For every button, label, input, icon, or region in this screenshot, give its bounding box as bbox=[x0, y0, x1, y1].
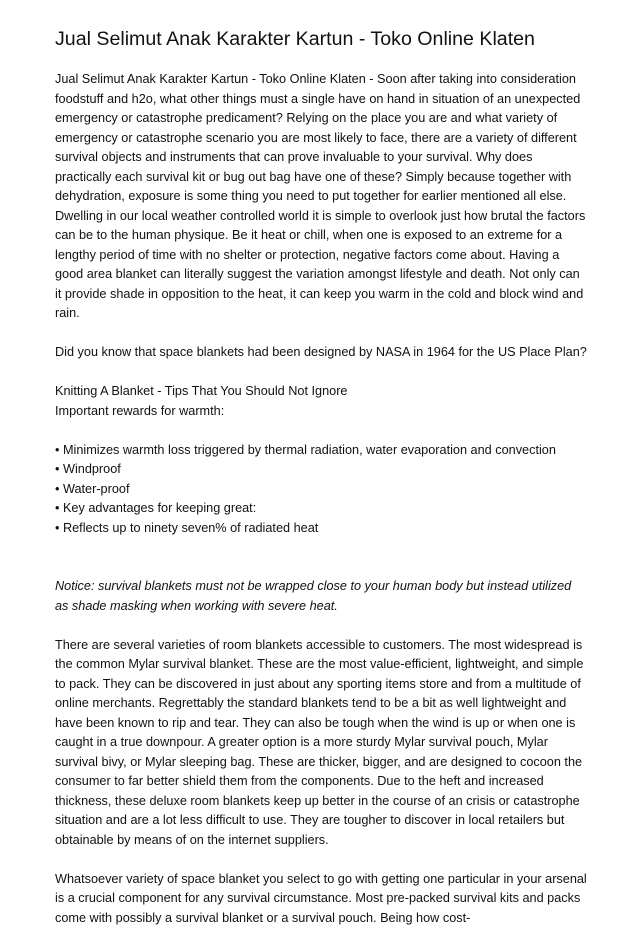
page-title: Jual Selimut Anak Karakter Kartun - Toko Online Klaten bbox=[55, 26, 588, 52]
blanket-varieties-paragraph: There are several varieties of room blankets accessible to customers. The most widespread is the common Mylar survival blanket. These are the most value-efficient, lightweight, and simple to pack. They can be discovered in just about any sporting items store and from a multitude of online merchants. Regrettably the standard blankets tend to be a bit as well lightweight and have been known to rip and tear. They can also be tough when the wind is up or when one is caught in a true downpour. A greater option is a more sturdy Mylar survival pouch, Mylar survival bivy, or Mylar sleeping bag. These are thicker, bigger, and are designed to cocoon the consumer to far better shield them from the components. Due to the heft and increased thickness, these deluxe room blankets keep up better in the course of an crisis or catastrophe situation and are a lot less difficult to use. They are tougher to discover in local retailers but obtainable by means of on the internet suppliers. bbox=[55, 636, 588, 851]
rewards-intro: Important rewards for warmth: bbox=[55, 402, 588, 422]
rewards-list bbox=[55, 441, 588, 539]
list-item: • Windproof bbox=[55, 460, 588, 480]
closing-paragraph: Whatsoever variety of space blanket you select to go with getting one particular in your arsenal is a crucial component for any survival circumstance. Most pre-packed survival kits and packs come with possibly a survival blanket or a survival pouch. Being how cost- bbox=[55, 870, 588, 928]
list-item: • Key advantages for keeping great: bbox=[55, 499, 588, 519]
intro-paragraph: Jual Selimut Anak Karakter Kartun - Toko Online Klaten - Soon after taking into consideration foodstuff and h2o, what other things must a single have on hand in situation of an unexpected emergency or catastrophe predicament? Relying on the place you are and what variety of emergency or catastrophe scenario you are most likely to face, there are a variety of different survival objects and instruments that can prove invaluable to your survival. Why does practically each survival kit or bug out bag have one of these? Simply because together with dehydration, exposure is some thing you need to put together for earlier mentioned all else. Dwelling in our local weather controlled world it is simple to overlook just how brutal the factors can be to the human physique. Be it heat or chill, when one is exposed to an extreme for a lengthy period of time with no shelter or protection, negative factors come about. Having a good area blanket can literally suggest the variation amongst lifestyle and death. Not only can it provide shade in opposition to the heat, it can keep you warm in the cold and block wind and rain. bbox=[55, 70, 588, 324]
section-subheading: Knitting A Blanket - Tips That You Should Not Ignore bbox=[55, 382, 588, 402]
nasa-paragraph: Did you know that space blankets had been designed by NASA in 1964 for the US Place Plan? bbox=[55, 343, 588, 363]
notice-paragraph: Notice: survival blankets must not be wrapped close to your human body but instead utilized as shade masking when working with severe heat. bbox=[55, 577, 588, 616]
list-item: • Minimizes warmth loss triggered by thermal radiation, water evaporation and convection bbox=[55, 441, 588, 461]
list-item: • Reflects up to ninety seven% of radiated heat bbox=[55, 519, 588, 539]
list-item: • Water-proof bbox=[55, 480, 588, 500]
